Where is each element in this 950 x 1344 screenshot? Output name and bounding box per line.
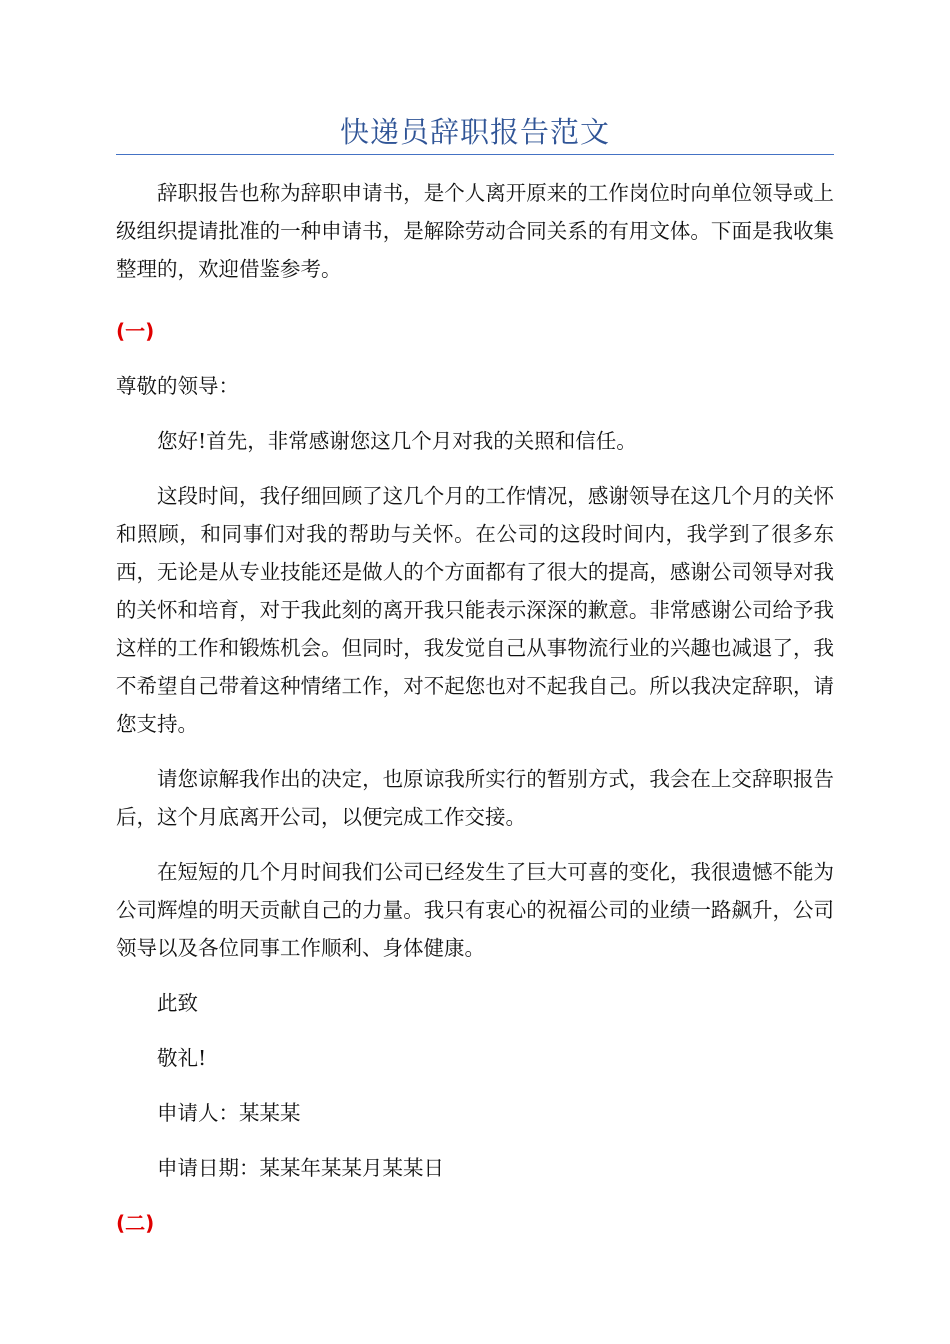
- section-heading-2: (二): [116, 1211, 155, 1235]
- letter-paragraph: 请您谅解我作出的决定，也原谅我所实行的暂别方式，我会在上交辞职报告后，这个月底离开公司，以便完成工作交接。: [116, 767, 834, 829]
- applicant-line: 申请人：某某某: [157, 1101, 301, 1125]
- date-line: 申请日期：某某年某某月某某日: [157, 1156, 444, 1180]
- closing-regards: 敬礼!: [157, 1046, 207, 1070]
- letter-paragraph: 您好!首先，非常感谢您这几个月对我的关照和信任。: [157, 429, 637, 453]
- document-body: [116, 174, 834, 1259]
- letter-paragraph: 在短短的几个月时间我们公司已经发生了巨大可喜的变化，我很遗憾不能为公司辉煌的明天贡献自己的力量。我只有衷心的祝福公司的业绩一路飙升，公司领导以及各位同事工作顺利、身体健康。: [116, 860, 834, 960]
- document-title: 快递员辞职报告范文: [339, 115, 610, 149]
- intro-paragraph: 辞职报告也称为辞职申请书，是个人离开原来的工作岗位时向单位领导或上级组织提请批准的一种申请书，是解除劳动合同关系的有用文体。下面是我收集整理的，欢迎借鉴参考。: [116, 181, 834, 281]
- closing-line: 此致: [157, 991, 198, 1015]
- title-underline: [116, 154, 834, 155]
- letter-paragraph: 这段时间，我仔细回顾了这几个月的工作情况，感谢领导在这几个月的关怀和照顾，和同事们对我的帮助与关怀。在公司的这段时间内，我学到了很多东西，无论是从专业技能还是做人的个方面都有了很大的提高，感谢公司领导对我的关怀和培育，对于我此刻的离开我只能表示深深的歉意。非常感谢公司给予我这样的工作和锻炼机会。但同时，我发觉自己从事物流行业的兴趣也减退了，我不希望自己带着这种情绪工作，对不起您也对不起我自己。所以我决定辞职，请您支持。: [116, 484, 834, 736]
- salutation: 尊敬的领导：: [116, 374, 239, 398]
- section-heading-1: (一): [116, 319, 155, 343]
